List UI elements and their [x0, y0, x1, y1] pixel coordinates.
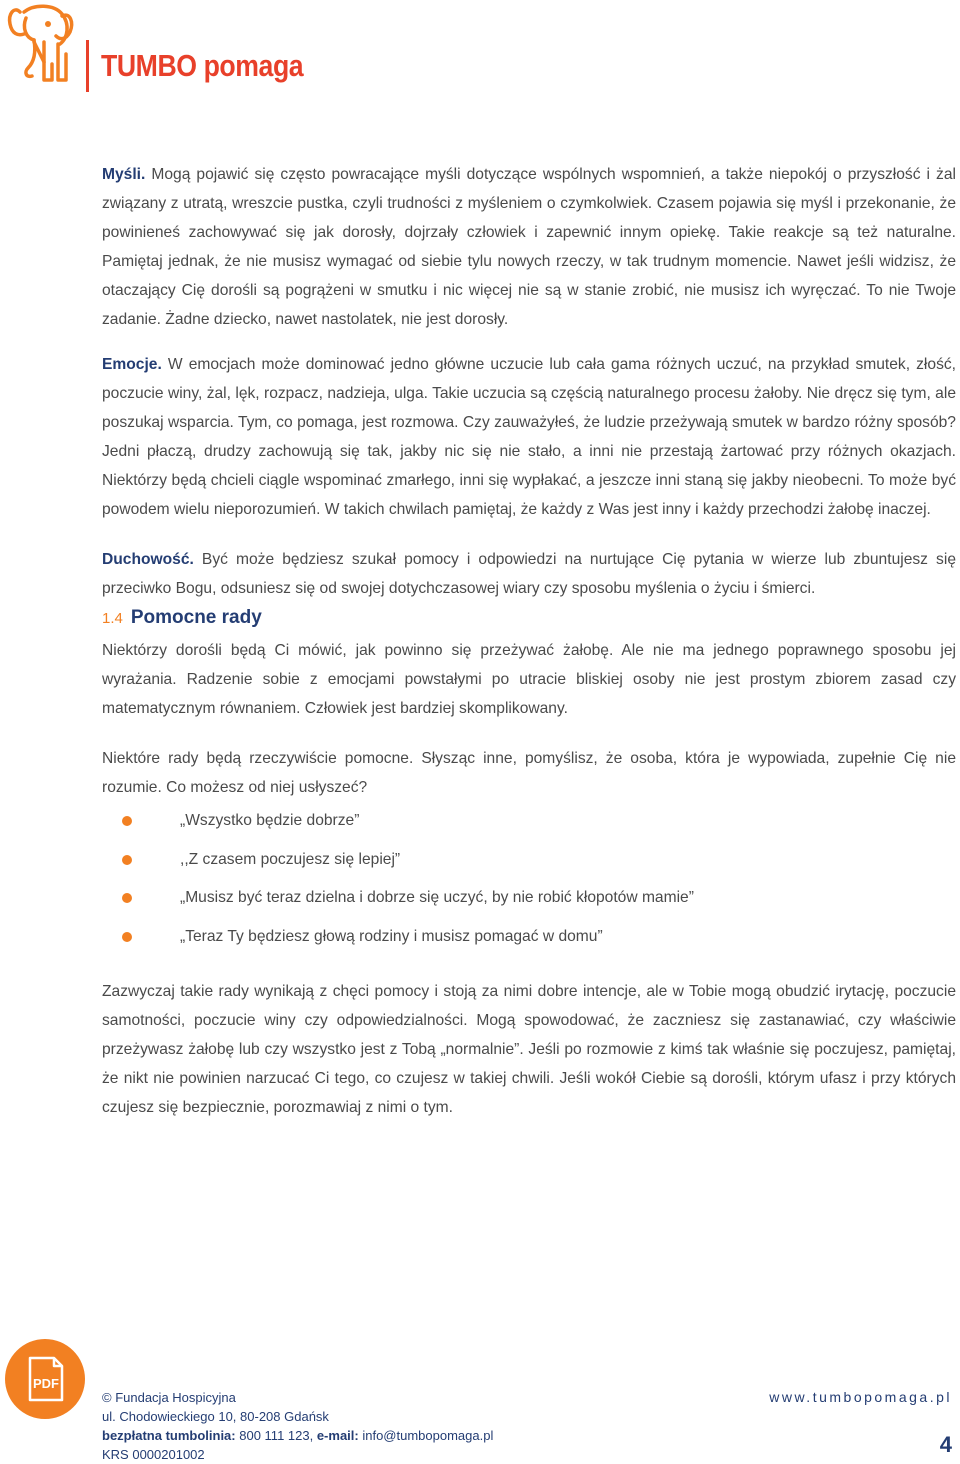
section-number: 1.4	[102, 610, 123, 627]
bullet-dot-icon	[122, 893, 132, 903]
logo-divider	[86, 40, 89, 92]
footer-website-link[interactable]: www.tumbopomaga.pl	[769, 1389, 952, 1405]
list-item-text: ,,Z czasem poczujesz się lepiej”	[180, 850, 401, 868]
list-item-text: „Musisz być teraz dzielna i dobrze się uczyć, by nie robić kłopotów mamie”	[180, 889, 694, 906]
term-duchowosc: Duchowość.	[102, 551, 194, 568]
bullet-dot-icon	[122, 855, 132, 865]
paragraph-rady-2: Niektóre rady będą rzeczywiście pomocne. Słysząc inne, pomyślisz, że osoba, która je wypowiada, zupełnie Cię nie rozumie. Co możesz od niej usłyszeć?	[102, 750, 956, 796]
page-header	[0, 0, 960, 100]
footer-krs: KRS 0000201002	[102, 1447, 205, 1462]
page-number: 4	[939, 1432, 952, 1457]
paragraph-mysli-text: Mogą pojawić się często powracające myśli dotyczące wspólnych wspomnień, a także niepokój o przyszłość i żal związany z utratą, wreszcie pustka, czyli trudności z myśleniem o czymkolwiek. Czasem pojawia się myśl i przekonanie, że powinieneś zachowywać się jak dorosły, dojrzały człowiek i zapewnić innym opiekę. Takie reakcje są też naturalne. Pamiętaj jednak, że nie musisz wymagać od siebie tylu nowych rzeczy, w tak trudnym momencie. Nawet jeśli widzisz, że otaczający Cię dorośli są pogrążeni w smutku i nic więcej nie są w stanie zrobić, nie musisz ich wyręczać. To nie Twoje zadanie. Żadne dziecko, nawet nastolatek, nie jest dorosły.	[102, 166, 956, 328]
pdf-icon-label: PDF	[33, 1376, 59, 1391]
footer-hotline	[102, 1426, 493, 1445]
paragraph-duchowosc	[102, 545, 956, 603]
section-title: Pomocne rady	[130, 607, 262, 628]
paragraph-mysli	[102, 160, 956, 334]
email-value[interactable]: info@tumbopomaga.pl	[358, 1428, 494, 1443]
footer-org: © Fundacja Hospicyjna	[102, 1390, 236, 1405]
footer-contact	[102, 1388, 493, 1464]
article-body	[102, 160, 956, 1122]
brand-title[interactable]: TUMBO pomaga	[101, 48, 304, 83]
term-mysli: Myśli.	[102, 166, 146, 183]
advice-list	[102, 802, 956, 956]
list-item	[102, 918, 956, 957]
bullet-dot-icon	[122, 932, 132, 942]
footer-address: ul. Chodowieckiego 10, 80-208 Gdańsk	[102, 1409, 329, 1424]
list-item	[102, 802, 956, 841]
paragraph-emocje-text: W emocjach może dominować jedno główne uczucie lub cała gama różnych uczuć, na przykład smutek, złość, poczucie winy, żal, lęk, rozpacz, nadzieja, ulga. Takie uczucia są częścią naturalnego procesu żałoby. Nie dręcz się tym, ale poszukaj wsparcia. Tym, co pomaga, jest rozmowa. Czy zauważyłeś, że ludzie przeżywają smutek w bardzo różny sposób? Jedni płaczą, drudzy zachowują się tak, jakby nic się nie stało, a inni nie przestają żartować przy różnych okazjach. Niektórzy będą chcieli ciągle wspominać zmarłego, inni się wypłakać, a jeszcze inni staną się jakby nieobecni. To może być powodem wielu nieporozumień. W takich chwilach pamiętaj, że każdy z Was jest inny i każdy przechodzi żałobę inaczej.	[102, 356, 956, 518]
hotline-value: 800 111 123,	[235, 1428, 317, 1443]
paragraph-emocje	[102, 350, 956, 524]
paragraph-final: Zazwyczaj takie rady wynikają z chęci pomocy i stoją za nimi dobre intencje, ale w Tobie mogą obudzić irytację, poczucie samotności, poczucie winy czy odpowiedzialności. Mogą spowodować, że zaczniesz się zastanawiać, czy właściwie przeżywasz żałobę lub czy wszystko jest z Tobą „normalnie”. Jeśli po rozmowie z kimś tak właśnie się poczujesz, pamiętaj, że nikt nie powinien narzucać Ci tego, co czujesz w takiej chwili. Jeśli wokół Ciebie są dorośli, którym ufasz i przy których czujesz się bezpiecznie, porozmawiaj z nimi o tym.	[102, 983, 956, 1116]
elephant-logo-icon	[4, 2, 76, 94]
paragraph-rady-1: Niektórzy dorośli będą Ci mówić, jak powinno się przeżywać żałobę. Ale nie ma jednego poprawnego sposobu jej wyrażania. Radzenie sobie z emocjami powstałymi po utracie bliskiej osoby nie jest prostym zbiorem zasad czy matematycznym równaniem. Człowiek jest bardziej skomplikowany.	[102, 642, 956, 717]
pdf-icon[interactable]	[4, 1338, 86, 1420]
list-item-text: „Wszystko będzie dobrze”	[180, 812, 360, 829]
hotline-label: bezpłatna tumbolinia:	[102, 1428, 236, 1443]
list-item	[102, 841, 956, 880]
email-label: e-mail:	[316, 1428, 359, 1443]
paragraph-duchowosc-text: Być może będziesz szukał pomocy i odpowiedzi na nurtujące Cię pytania w wierze lub zbuntujesz się przeciwko Bogu, odsuniesz się od swojej dotychczasowej wiary czy sposobu myślenia o życiu i śmierci.	[102, 551, 956, 597]
section-heading	[102, 603, 956, 636]
term-emocje: Emocje.	[102, 356, 162, 373]
bullet-dot-icon	[122, 816, 132, 826]
list-item-text: „Teraz Ty będziesz głową rodziny i musisz pomagać w domu”	[180, 927, 603, 945]
list-item	[102, 879, 956, 918]
